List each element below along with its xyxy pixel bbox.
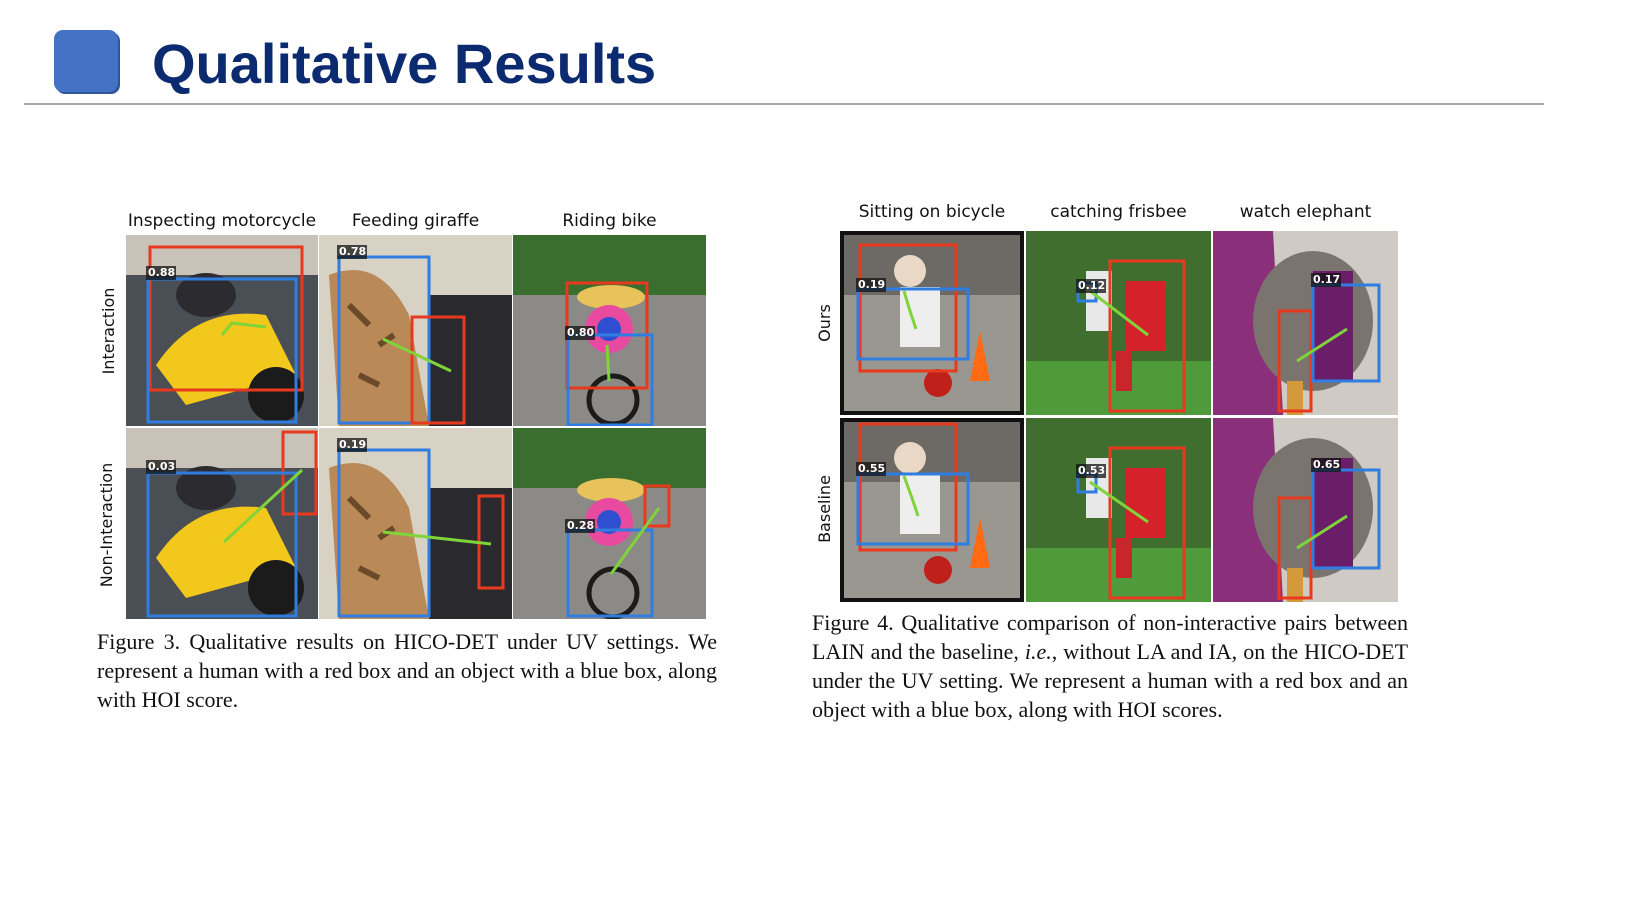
fig3-image-feeding-giraffe-non-interaction	[319, 428, 512, 619]
fig4-image-catching-frisbee-ours	[1026, 231, 1211, 415]
caption-text: Figure 4. Qualitative comparison of non-interactive pairs between LAIN and the baseline,	[812, 610, 1408, 664]
fig4-row-label-baseline: Baseline	[815, 475, 834, 543]
hoi-score-badge: 0.19	[858, 278, 886, 291]
hoi-score-badge: 0.53	[1078, 464, 1106, 477]
fig3-image-riding-bike-interaction	[513, 235, 706, 426]
hoi-score-badge: 0.88	[148, 266, 176, 279]
title-accent-square	[54, 30, 118, 92]
hoi-score-badge: 0.65	[1313, 458, 1341, 471]
fig3-image-feeding-giraffe-interaction	[319, 235, 512, 426]
fig3-image-inspecting-motorcycle-interaction	[126, 235, 318, 426]
slide-title: Qualitative Results	[152, 32, 657, 95]
fig3-row-label-interaction: Interaction	[99, 287, 118, 375]
fig3-column-label-3: Riding bike	[562, 211, 657, 231]
fig4-column-label-2: catching frisbee	[1050, 202, 1187, 222]
hoi-score-badge: 0.17	[1313, 273, 1341, 286]
hoi-score-badge: 0.55	[858, 462, 886, 475]
fig3-column-label-1: Inspecting motorcycle	[127, 211, 317, 231]
hoi-score-badge: 0.12	[1078, 279, 1106, 292]
hoi-score-badge: 0.03	[148, 460, 176, 473]
fig4-row-label-ours: Ours	[815, 304, 834, 342]
title-divider	[24, 103, 1544, 105]
fig4-column-label-3: watch elephant	[1239, 202, 1372, 222]
fig4-image-sitting-on-bicycle-baseline	[840, 418, 1024, 602]
fig4-image-catching-frisbee-baseline	[1026, 418, 1211, 602]
fig3-image-inspecting-motorcycle-non-interaction	[126, 428, 318, 619]
fig4-image-watch-elephant-ours	[1213, 231, 1398, 415]
hoi-score-badge: 0.19	[339, 438, 367, 451]
fig4-image-sitting-on-bicycle-ours	[840, 231, 1024, 415]
figure-3-caption: Figure 3. Qualitative results on HICO-DET under UV settings. We represent a human with a red box and an object with a blue box, along with HOI score.	[97, 629, 717, 712]
fig4-column-label-1: Sitting on bicycle	[858, 202, 1006, 222]
hoi-score-badge: 0.78	[339, 245, 367, 258]
fig3-column-label-2: Feeding giraffe	[351, 211, 480, 231]
caption-ie-text: i.e.	[1024, 639, 1052, 664]
caption-text: , without LA and IA, on the HICO-DET under the UV setting. We represent a human with a red box and an object with a blue box, along with HOI scores.	[812, 639, 1409, 722]
fig4-image-watch-elephant-baseline	[1213, 418, 1398, 602]
fig3-row-label-non-interaction: Non-Interaction	[97, 462, 116, 588]
hoi-score-badge: 0.28	[567, 519, 595, 532]
hoi-score-badge: 0.80	[567, 326, 595, 339]
fig3-image-riding-bike-non-interaction	[513, 428, 706, 619]
figure-4-caption	[812, 608, 1408, 724]
